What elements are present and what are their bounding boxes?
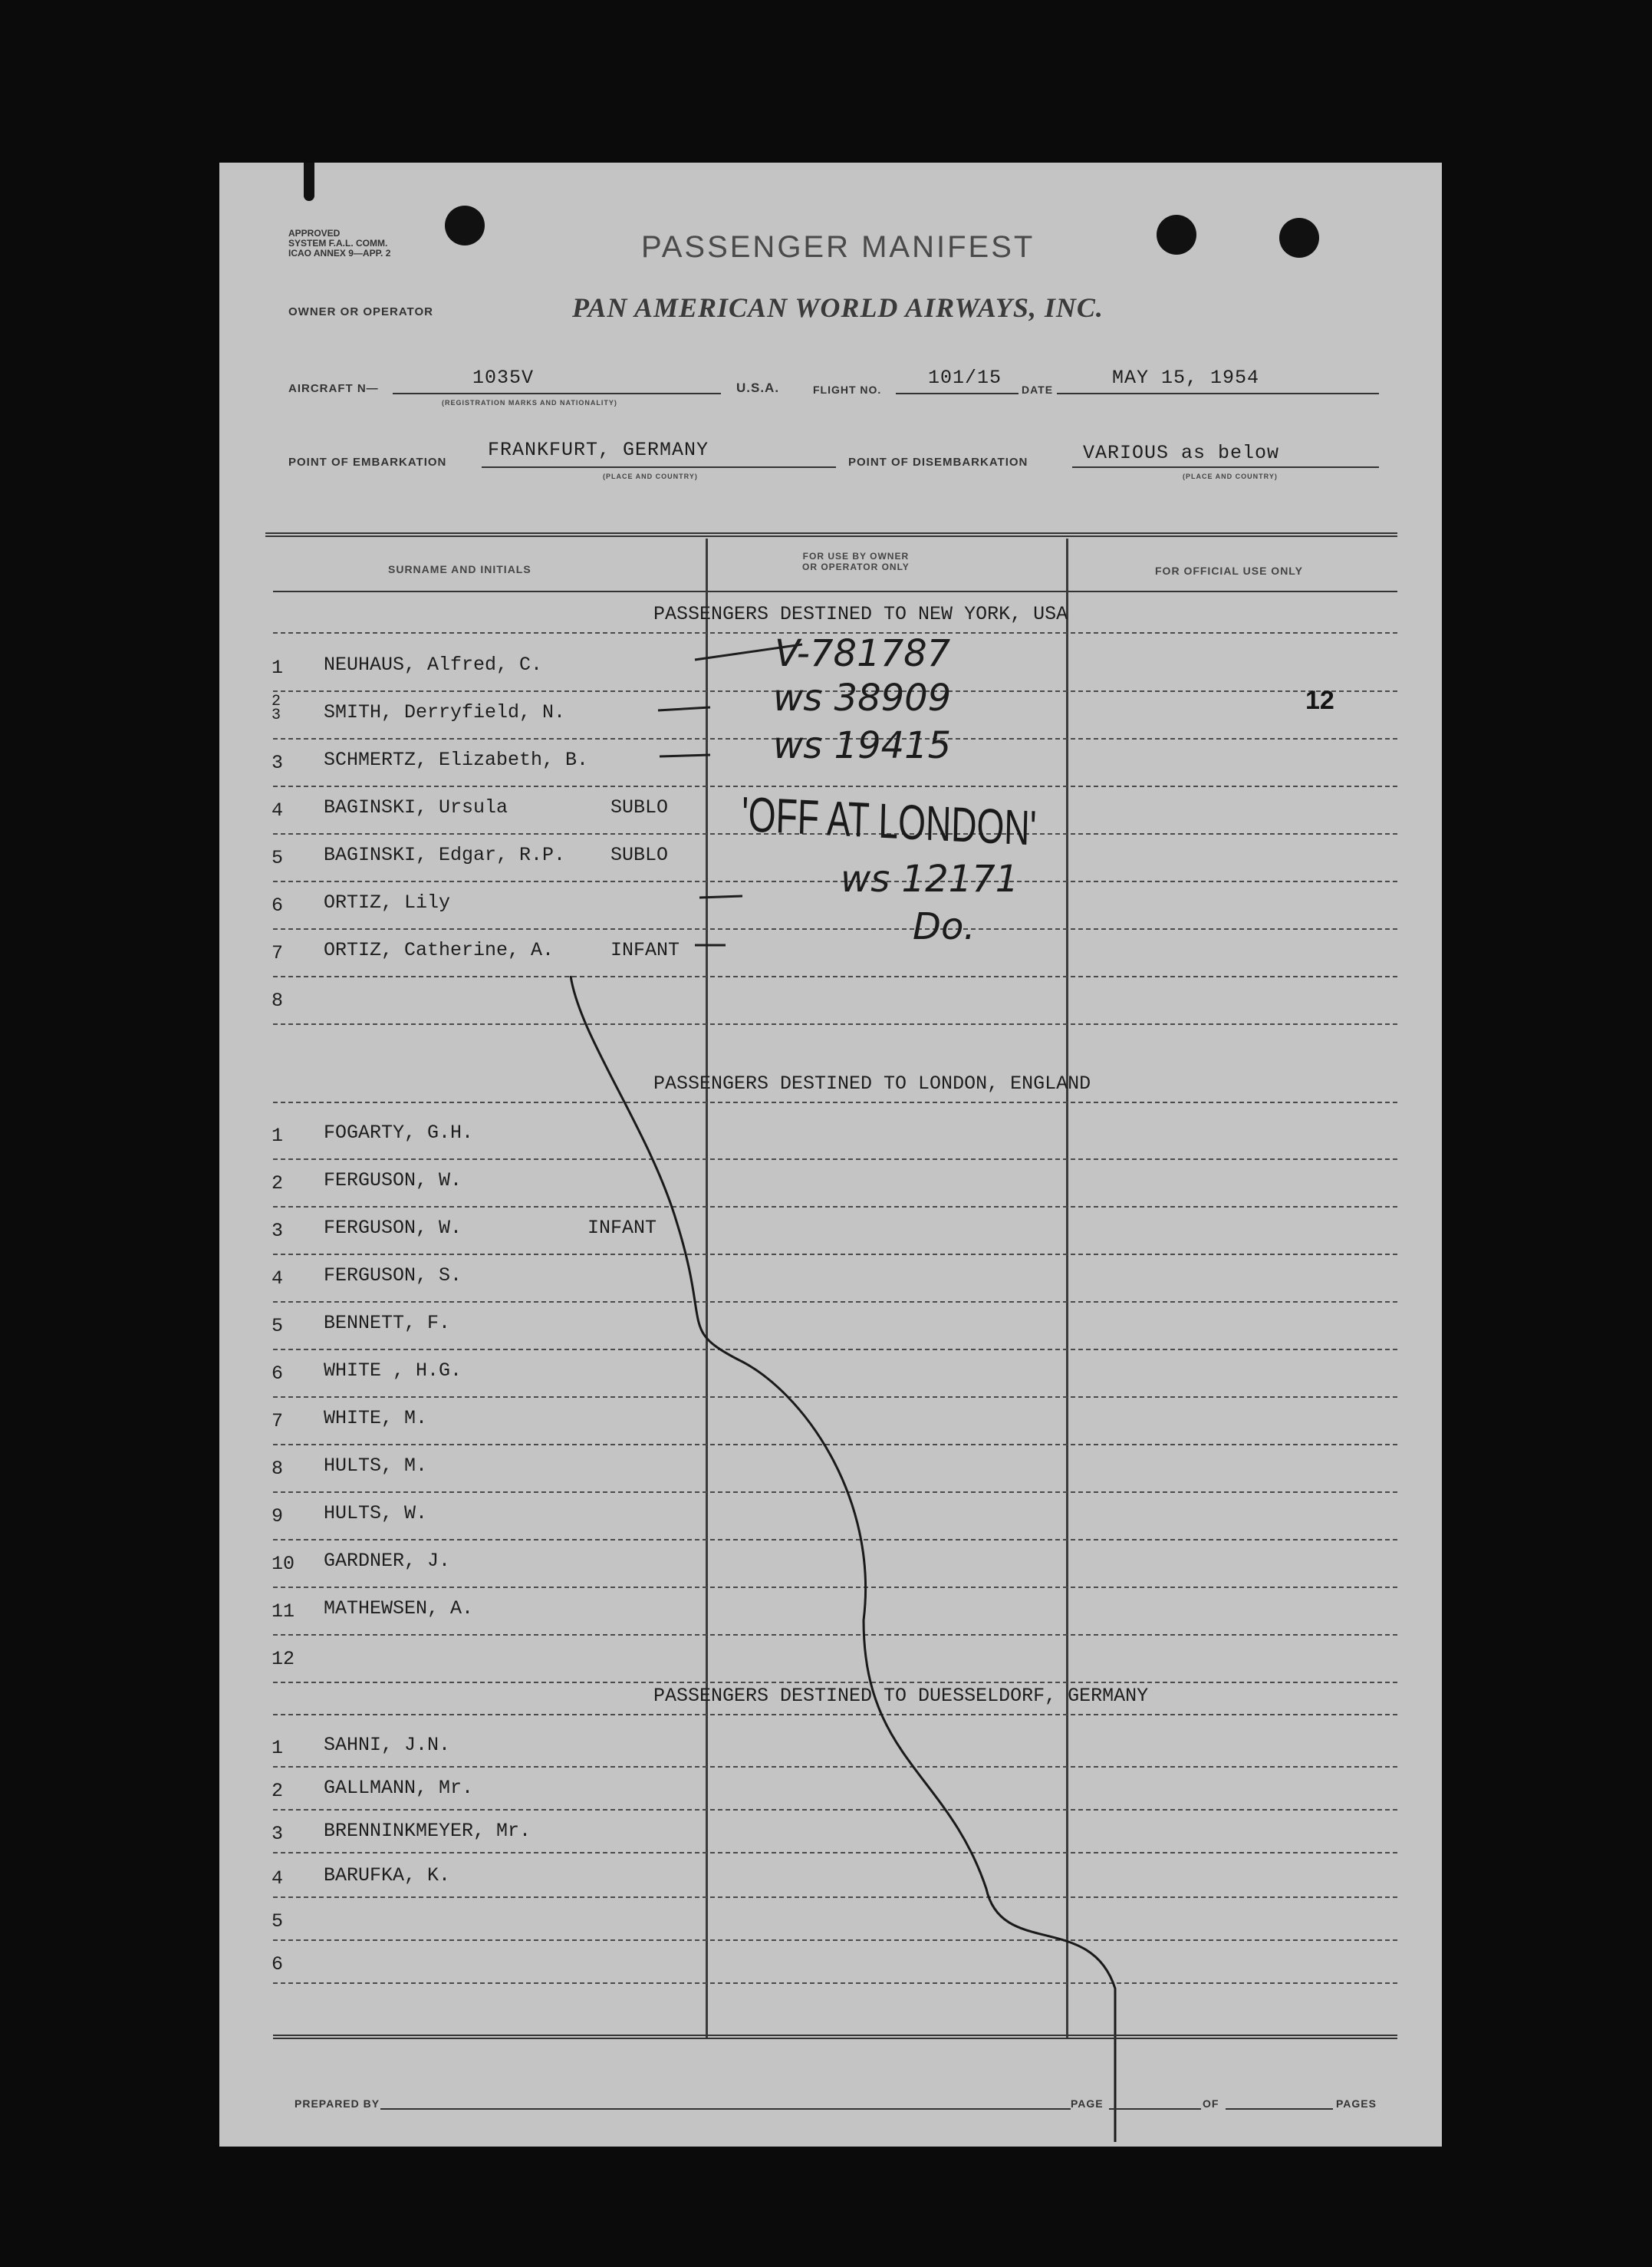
row-number: 3 (271, 752, 284, 774)
row-number: 3 (271, 1220, 284, 1242)
row-number: 9 (271, 1505, 284, 1527)
of-line (1226, 2108, 1333, 2110)
page-line (1109, 2108, 1201, 2110)
handwritten-strokes (219, 163, 1442, 2147)
flight-label: FLIGHT NO. (813, 384, 882, 396)
approval-note: APPROVED SYSTEM F.A.L. COMM. ICAO ANNEX 9—APP. 2 (288, 228, 391, 259)
date-label: DATE (1022, 384, 1054, 396)
prepared-by-line (380, 2108, 1071, 2110)
of-label: OF (1203, 2097, 1219, 2110)
col-owner-use: FOR USE BY OWNER OR OPERATOR ONLY (802, 551, 910, 572)
section-heading: PASSENGERS DESTINED TO DUESSELDORF, GERMANY (653, 1685, 1149, 1707)
passenger-name: MATHEWSEN, A. (324, 1597, 474, 1620)
section-heading: PASSENGERS DESTINED TO NEW YORK, USA (653, 603, 1068, 625)
passenger-note: INFANT (587, 1217, 657, 1239)
page-label: PAGE (1071, 2097, 1104, 2110)
pages-label: PAGES (1336, 2097, 1377, 2110)
passenger-name: WHITE, M. (324, 1407, 428, 1429)
passenger-name: BRENNINKMEYER, Mr. (324, 1820, 531, 1842)
hand-entry-1: V-781787 (775, 632, 951, 675)
passenger-name: FERGUSON, S. (324, 1264, 462, 1287)
row-number: 8 (271, 990, 284, 1012)
row-number: 4 (271, 799, 284, 822)
form-title: PASSENGER MANIFEST (641, 230, 1035, 264)
row-number: 5 (271, 847, 284, 869)
passenger-note: SUBLO (610, 796, 669, 819)
row-number: 6 (271, 895, 284, 917)
aircraft-caption: (REGISTRATION MARKS AND NATIONALITY) (442, 399, 617, 407)
col-surname: SURNAME AND INITIALS (388, 563, 531, 575)
passenger-name: SAHNI, J.N. (324, 1734, 451, 1756)
passenger-name: HULTS, W. (324, 1502, 428, 1524)
row-number: 4 (271, 1867, 284, 1890)
row-number: 11 (271, 1600, 295, 1623)
passenger-name: NEUHAUS, Alfred, C. (324, 654, 543, 676)
row-number: 12 (271, 1648, 295, 1670)
hand-entry-6: ws 12171 (841, 858, 1019, 901)
row-number: 2 3 (271, 693, 281, 724)
passenger-name: GARDNER, J. (324, 1550, 451, 1572)
row-number: 3 (271, 1823, 284, 1845)
passenger-name: SMITH, Derryfield, N. (324, 701, 566, 723)
row-number: 7 (271, 1410, 284, 1432)
row-number: 10 (271, 1553, 295, 1575)
passenger-name: SCHMERTZ, Elizabeth, B. (324, 749, 589, 771)
row-number: 1 (271, 657, 284, 679)
row-number: 8 (271, 1458, 284, 1480)
passenger-name: FERGUSON, W. (324, 1217, 462, 1239)
hand-entry-2: ws 38909 (773, 677, 952, 720)
off-at-london-stamp: 'OFF AT LONDON' (741, 786, 1038, 856)
passenger-name: ORTIZ, Catherine, A. (324, 939, 555, 961)
embark-caption: (PLACE AND COUNTRY) (603, 473, 698, 480)
passenger-name: GALLMANN, Mr. (324, 1777, 474, 1799)
official-count: 12 (1305, 686, 1334, 715)
embark-value: FRANKFURT, GERMANY (488, 439, 709, 461)
owner-label: OWNER OR OPERATOR (288, 305, 433, 318)
aircraft-label: AIRCRAFT N— (288, 382, 379, 395)
passenger-name: BAGINSKI, Edgar, R.P. (324, 844, 566, 866)
row-number: 2 (271, 1780, 284, 1802)
passenger-note: INFANT (610, 939, 680, 961)
hand-entry-3: ws 19415 (773, 724, 952, 767)
passenger-name: ORTIZ, Lily (324, 891, 451, 914)
row-number: 1 (271, 1125, 284, 1147)
passenger-name: BAGINSKI, Ursula (324, 796, 508, 819)
section-heading: PASSENGERS DESTINED TO LONDON, ENGLAND (653, 1073, 1091, 1095)
passenger-name: FERGUSON, W. (324, 1169, 462, 1191)
row-number: 4 (271, 1267, 284, 1290)
table-bottom-rule (273, 2035, 1397, 2039)
row-number: 2 (271, 1172, 284, 1194)
passenger-name: BARUFKA, K. (324, 1864, 451, 1886)
col-official: FOR OFFICIAL USE ONLY (1155, 565, 1303, 577)
row-number: 1 (271, 1737, 284, 1759)
row-number: 5 (271, 1315, 284, 1337)
manifest-sheet (219, 163, 1442, 2147)
passenger-name: HULTS, M. (324, 1455, 428, 1477)
disembark-label: POINT OF DISEMBARKATION (848, 456, 1028, 469)
passenger-name: WHITE , H.G. (324, 1359, 462, 1382)
disembark-caption: (PLACE AND COUNTRY) (1183, 473, 1278, 480)
hand-entry-7: Do. (913, 905, 976, 948)
date-value: MAY 15, 1954 (1112, 367, 1260, 389)
aircraft-value: 1035V (472, 367, 535, 389)
passenger-name: FOGARTY, G.H. (324, 1122, 474, 1144)
owner-value: PAN AMERICAN WORLD AIRWAYS, INC. (572, 292, 1104, 323)
row-number: 6 (271, 1363, 284, 1385)
usa-label: U.S.A. (736, 381, 780, 395)
row-number: 6 (271, 1953, 284, 1975)
row-number: 5 (271, 1910, 284, 1933)
prepared-by-label: PREPARED BY (295, 2097, 380, 2110)
embark-label: POINT OF EMBARKATION (288, 456, 447, 469)
disembark-value: VARIOUS as below (1083, 442, 1280, 464)
flight-value: 101/15 (928, 367, 1002, 389)
passenger-note: SUBLO (610, 844, 669, 866)
passenger-name: BENNETT, F. (324, 1312, 451, 1334)
row-number: 7 (271, 942, 284, 964)
